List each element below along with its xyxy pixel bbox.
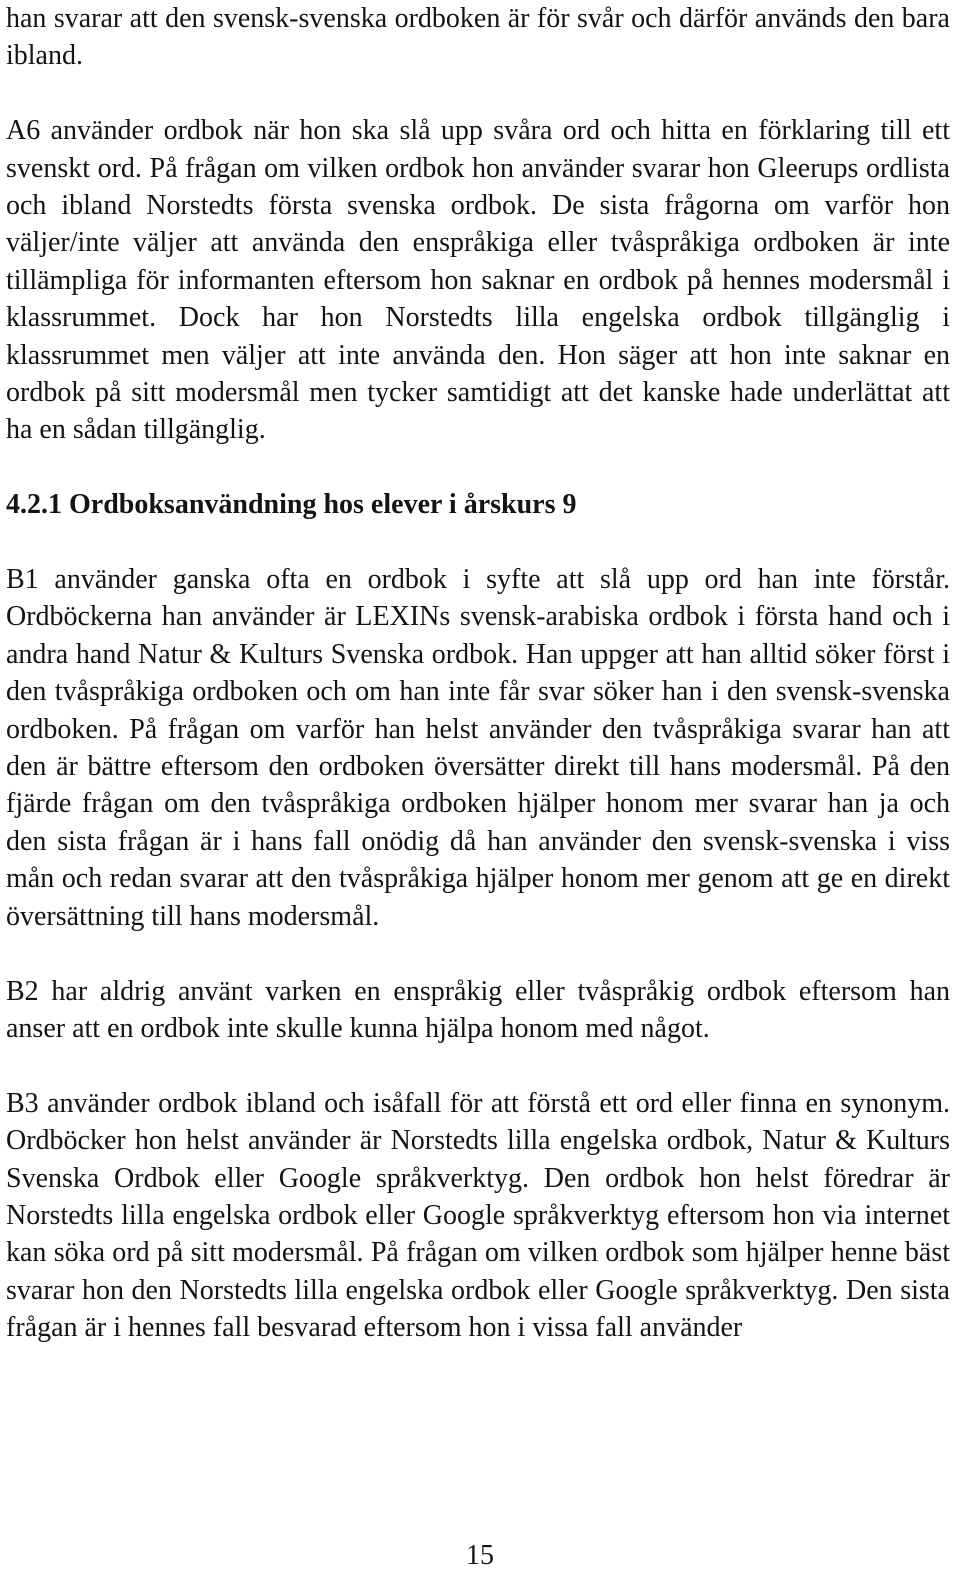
paragraph-gap	[6, 1047, 950, 1084]
document-page	[6, 0, 950, 1347]
paragraph-b1: B1 använder ganska ofta en ordbok i syfte att slå upp ord han inte förstår. Ordböckerna han använder är LEXINs svensk-arabiska ordbok i första hand och i andra hand Natur & Kulturs Svenska ordbok. Han uppger att han alltid söker först i den tvåspråkiga ordboken och om han inte får svar söker han i den svensk-svenska ordboken. På frågan om varför han helst använder den tvåspråkiga svarar han att den är bättre eftersom den ordboken översätter direkt till hans modersmål. På den fjärde frågan om den tvåspråkiga ordboken hjälper honom mer svarar han ja och den sista frågan är i hans fall onödig då han använder den svensk-svenska i viss mån och redan svarar att den tvåspråkiga hjälper honom mer genom att ge en direkt översättning till hans modersmål.	[6, 564, 950, 932]
paragraph-gap	[6, 935, 950, 972]
section-heading: 4.2.1 Ordboksanvändning hos elever i årskurs 9	[6, 489, 577, 521]
paragraph-gap	[6, 449, 950, 486]
paragraph-b2: B2 har aldrig använt varken en enspråkig eller tvåspråkig ordbok eftersom han anser att en ordbok inte skulle kunna hjälpa honom med något.	[6, 975, 950, 1044]
paragraph-gap	[6, 75, 950, 112]
paragraph-a6: A6 använder ordbok när hon ska slå upp svåra ord och hitta en förklaring till ett svenskt ord. På frågan om vilken ordbok hon använder svarar hon Gleerups ordlista och ibland Norstedts första svenska ordbok. De sista frågorna om varför hon väljer/inte väljer att använda den enspråkiga eller tvåspråkiga ordboken är inte tillämpliga för informanten eftersom hon saknar en ordbok på hennes modersmål i klassrummet. Dock har hon Norstedts lilla engelska ordbok tillgänglig i klassrummet men väljer att inte använda den. Hon säger att hon inte saknar en ordbok på sitt modersmål men tycker samtidigt att det kanske hade underlättat att ha en sådan tillgänglig.	[6, 115, 950, 446]
page-number: 15	[466, 1540, 494, 1571]
paragraph-b3: B3 använder ordbok ibland och isåfall för att förstå ett ord eller finna en synonym. Ordböcker hon helst använder är Norstedts lilla engelska ordbok, Natur & Kulturs Svenska Ordbok eller Google språkverktyg. Den ordbok hon helst föredrar är Norstedts lilla engelska ordbok eller Google språkverktyg eftersom hon via internet kan söka ord på sitt modersmål. På frågan om vilken ordbok som hjälper henne bäst svarar hon den Norstedts lilla engelska ordbok eller Google språkverktyg. Den sista frågan är i hennes fall besvarad eftersom hon i vissa fall använder	[6, 1087, 950, 1344]
paragraph-gap	[6, 524, 950, 561]
paragraph-continuation: han svarar att den svensk-svenska ordboken är för svår och därför används den bara ibland.	[6, 3, 950, 72]
